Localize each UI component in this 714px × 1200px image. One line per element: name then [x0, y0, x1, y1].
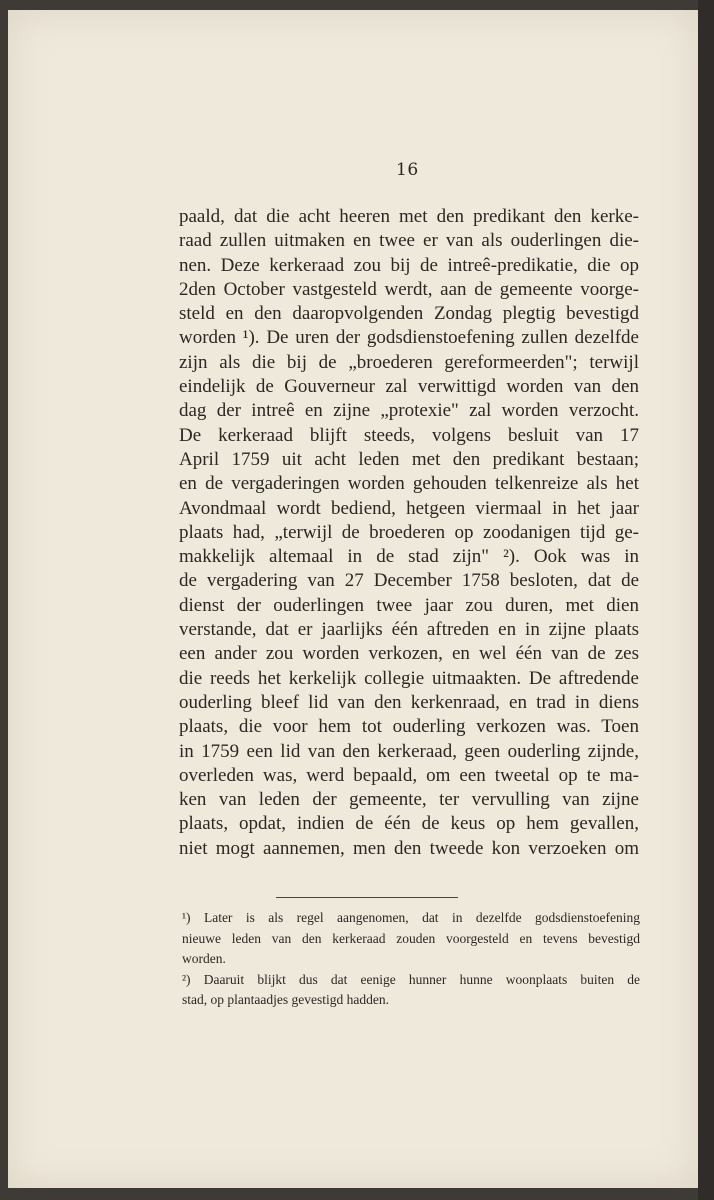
body-line: makkelijk altemaal in de stad zijn" ²). Ook was in [179, 546, 639, 568]
body-line: een ander zou worden verkozen, en wel één van de zes [179, 643, 639, 665]
body-line: paald, dat die acht heeren met den predikant den kerke- [179, 206, 639, 227]
body-line: nen. Deze kerkeraad zou bij de intreê-predikatie, die op [179, 254, 639, 276]
body-line: en de vergaderingen worden gehouden telkenreize als het [179, 473, 639, 495]
footnote-line: worden. [182, 951, 226, 966]
body-line: niet mogt aannemen, men den tweede kon verzoeken om [179, 837, 639, 859]
body-line: Avondmaal wordt bediend, hetgeen viermaal in het jaar [179, 497, 639, 519]
page-number: 16 [396, 160, 419, 180]
body-line: dienst der ouderlingen twee jaar zou duren, met dien [179, 594, 639, 616]
body-line: ken van leden der gemeente, ter vervulling van zijne [179, 789, 639, 811]
body-line: April 1759 uit acht leden met den predikant bestaan; [179, 448, 639, 470]
body-line: 2den October vastgesteld werdt, aan de gemeente voorge- [179, 278, 639, 300]
body-line: eindelijk de Gouverneur zal verwittigd worden van den [179, 376, 639, 398]
body-line: ouderling bleef lid van den kerkenraad, en trad in diens [179, 691, 639, 713]
body-line: de vergadering van 27 December 1758 besloten, dat de [179, 570, 639, 592]
body-line: De kerkeraad blijft steeds, volgens besluit van 17 [179, 424, 639, 446]
body-line: in 1759 een lid van den kerkeraad, geen ouderling zijnde, [179, 740, 639, 762]
footnote-line: nieuwe leden van den kerkeraad zouden voorgesteld en tevens bevestigd [182, 930, 640, 946]
body-line: verstande, dat er jaarlijks één aftreden en in zijne plaats [179, 619, 639, 641]
footnote-line: ¹) Later is als regel aangenomen, dat in dezelfde godsdienstoefening [182, 910, 640, 925]
body-line: plaats had, „terwijl de broederen op zoodanigen tijd ge- [179, 521, 639, 543]
body-line: die reeds het kerkelijk collegie uitmaakten. De aftredende [179, 667, 639, 689]
footnote-line: stad, op plantaadjes gevestigd hadden. [182, 992, 389, 1007]
body-line: plaats, opdat, indien de één de keus op hem gevallen, [179, 813, 639, 835]
body-line: steld en den daaropvolgenden Zondag plegtig bevestigd [179, 303, 639, 325]
body-line: raad zullen uitmaken en twee er van als ouderlingen die- [179, 230, 639, 252]
body-line: zijn als die bij de „broederen gereformeerden"; terwijl [179, 351, 639, 373]
body-line: overleden was, werd bepaald, om een tweetal op te ma- [179, 764, 639, 786]
body-line: worden ¹). De uren der godsdienstoefening zullen dezelfde [179, 327, 639, 349]
body-text [179, 205, 639, 861]
footnote-divider [276, 897, 458, 898]
body-line: plaats, die voor hem tot ouderling verkozen was. Toen [179, 716, 639, 738]
scan-edge [698, 0, 714, 1200]
body-line: dag der intreê en zijne „protexie" zal worden verzocht. [179, 400, 639, 422]
footnotes [182, 908, 640, 1011]
footnote-line: ²) Daaruit blijkt dus dat eenige hunner hunne woonplaats buiten de [182, 971, 640, 987]
